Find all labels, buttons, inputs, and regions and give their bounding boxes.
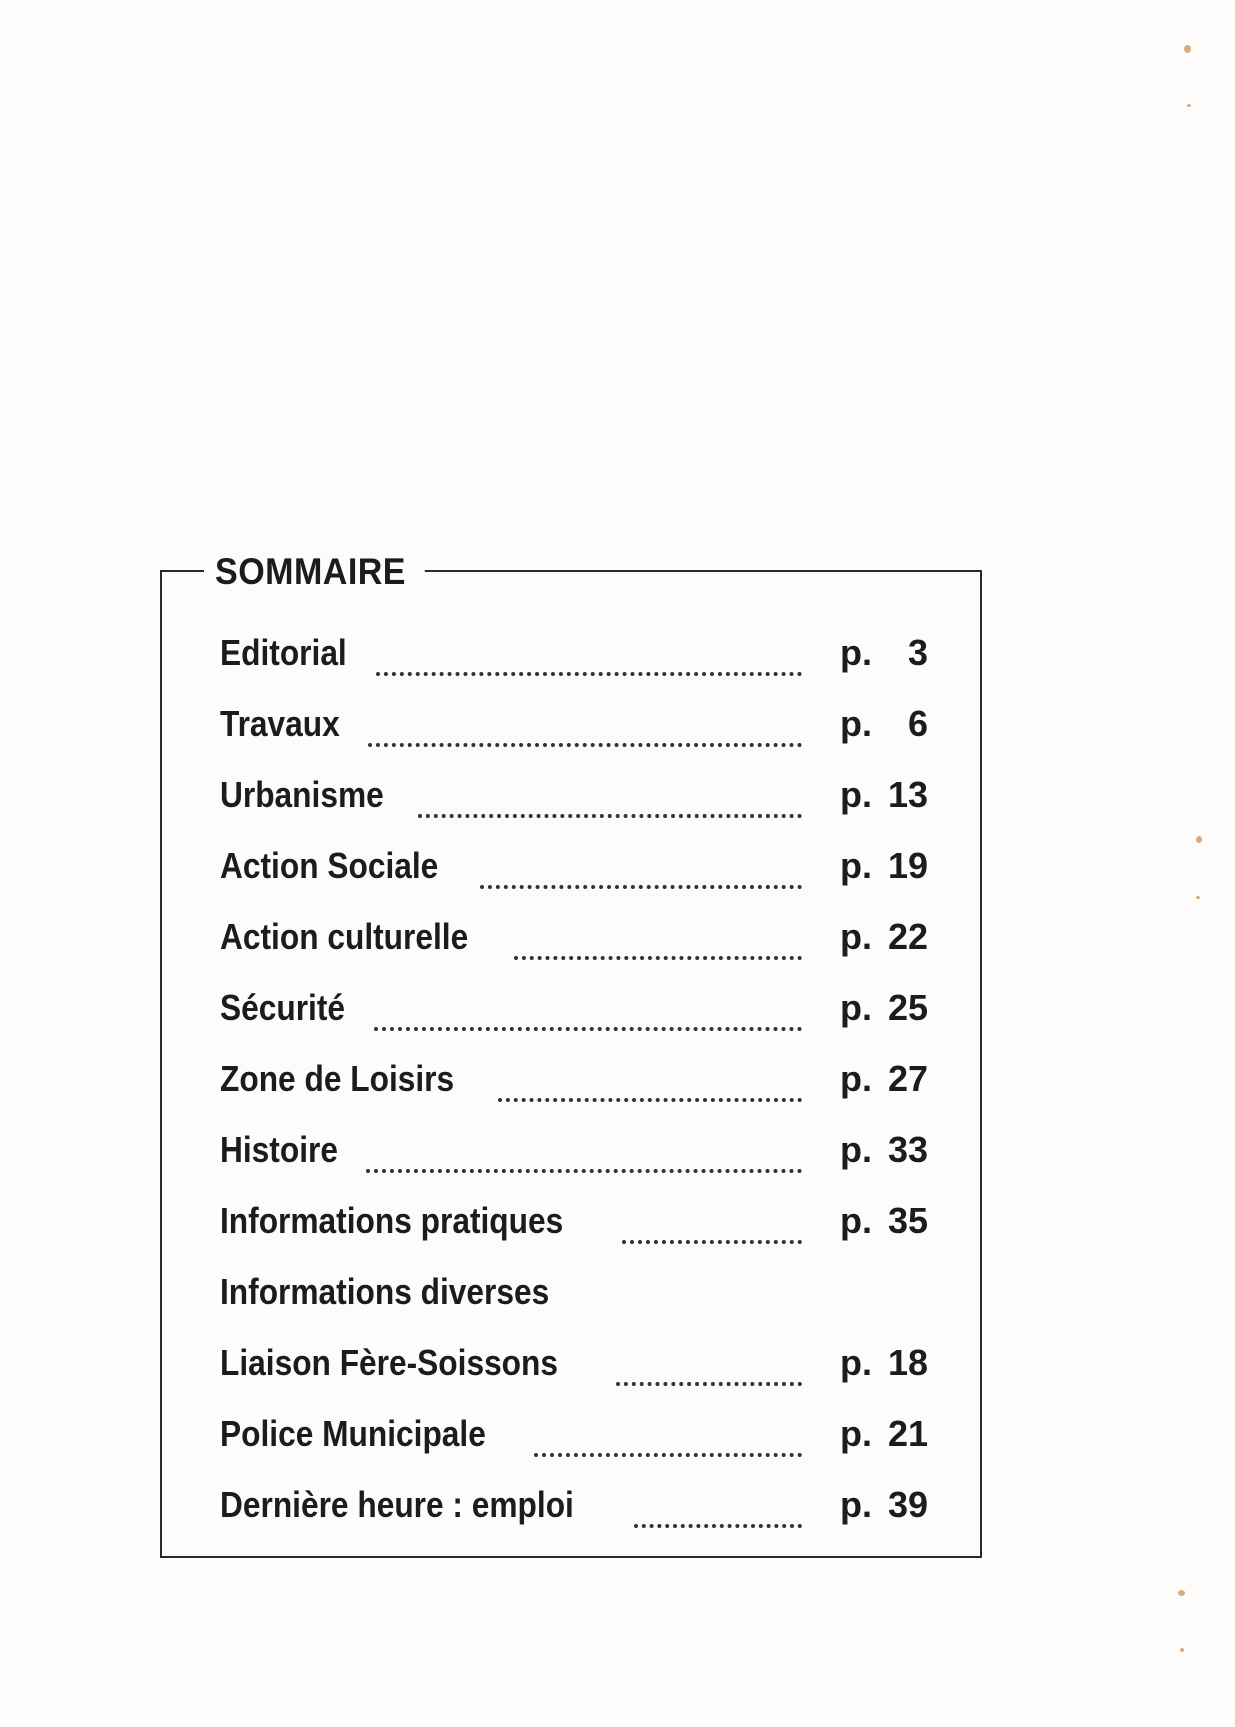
dot-leader	[514, 956, 802, 960]
toc-entry	[220, 1256, 928, 1327]
dot-leader	[534, 1453, 802, 1457]
toc-entry	[220, 972, 928, 1043]
toc-entry-page	[840, 1057, 928, 1101]
dot-leader	[616, 1382, 802, 1386]
dot-leader	[376, 672, 802, 676]
toc-entry-label: Police Municipale	[220, 1412, 486, 1454]
page-prefix: p.	[840, 986, 872, 1028]
toc-entry	[220, 759, 928, 830]
dot-leader	[374, 1027, 802, 1031]
toc-entry-label: Editorial	[220, 631, 347, 673]
page-number: 25	[887, 986, 928, 1028]
toc-entry-page	[840, 986, 928, 1030]
page-prefix: p.	[840, 1199, 872, 1241]
dot-leader	[366, 1169, 802, 1173]
paper-speck	[1196, 836, 1202, 843]
toc-entry-page	[840, 631, 928, 675]
toc-entry-page	[840, 1341, 928, 1385]
page-prefix: p.	[840, 1341, 872, 1383]
dot-leader	[418, 814, 802, 818]
page-prefix: p.	[840, 702, 872, 744]
toc-entry-page	[840, 844, 928, 888]
dot-leader	[498, 1098, 802, 1102]
toc-title: SOMMAIRE	[204, 550, 424, 594]
page-prefix: p.	[840, 631, 872, 673]
toc-entry-label: Informations diverses	[220, 1270, 550, 1312]
page-number: 35	[887, 1199, 928, 1241]
toc-entry	[220, 1469, 928, 1540]
page-number: 6	[907, 702, 928, 744]
toc-entry-page	[840, 1199, 928, 1243]
page-number: 19	[887, 844, 928, 886]
page-number: 33	[887, 1128, 928, 1170]
dot-leader	[480, 885, 802, 889]
toc-entry-page	[840, 1483, 928, 1527]
toc-entry	[220, 1398, 928, 1469]
page-number: 13	[887, 773, 928, 815]
toc-list	[220, 617, 928, 1540]
toc-entry-label: Dernière heure : emploi	[220, 1483, 574, 1525]
toc-entry-label: Liaison Fère-Soissons	[220, 1341, 559, 1383]
paper-speck	[1196, 896, 1200, 899]
page-prefix: p.	[840, 1412, 872, 1454]
toc-entry-label: Zone de Loisirs	[220, 1057, 455, 1099]
dot-leader	[634, 1524, 802, 1528]
page-number: 21	[887, 1412, 928, 1454]
paper-speck	[1184, 45, 1191, 53]
page-prefix: p.	[840, 1483, 872, 1525]
toc-entry	[220, 617, 928, 688]
toc-entry-label: Action culturelle	[220, 915, 469, 957]
page-number: 3	[907, 631, 928, 673]
page-prefix: p.	[840, 844, 872, 886]
toc-entry	[220, 1185, 928, 1256]
toc-entry-page	[840, 702, 928, 746]
toc-entry	[220, 688, 928, 759]
toc-entry-page	[840, 1412, 928, 1456]
toc-entry	[220, 830, 928, 901]
page-prefix: p.	[840, 1128, 872, 1170]
page-number: 18	[887, 1341, 928, 1383]
toc-entry	[220, 901, 928, 972]
toc-entry-label: Histoire	[220, 1128, 338, 1170]
toc-entry	[220, 1327, 928, 1398]
toc-entry-label: Action Sociale	[220, 844, 439, 886]
paper-speck	[1180, 1648, 1184, 1652]
toc-entry-label: Informations pratiques	[220, 1199, 564, 1241]
paper-speck	[1187, 104, 1191, 107]
page-prefix: p.	[840, 1057, 872, 1099]
page-number: 27	[887, 1057, 928, 1099]
toc-entry-label: Travaux	[220, 702, 340, 744]
toc-entry-page	[840, 915, 928, 959]
paper-speck	[1178, 1590, 1185, 1596]
table-of-contents	[160, 551, 982, 1558]
page-number: 39	[887, 1483, 928, 1525]
toc-entry-label: Sécurité	[220, 986, 346, 1028]
dot-leader	[622, 1240, 802, 1244]
page-prefix: p.	[840, 773, 872, 815]
dot-leader	[368, 743, 802, 747]
toc-entry-page	[840, 773, 928, 817]
page-number: 22	[887, 915, 928, 957]
toc-entry	[220, 1043, 928, 1114]
toc-entry-label: Urbanisme	[220, 773, 384, 815]
page-prefix: p.	[840, 915, 872, 957]
toc-entry-page	[840, 1128, 928, 1172]
toc-entry	[220, 1114, 928, 1185]
